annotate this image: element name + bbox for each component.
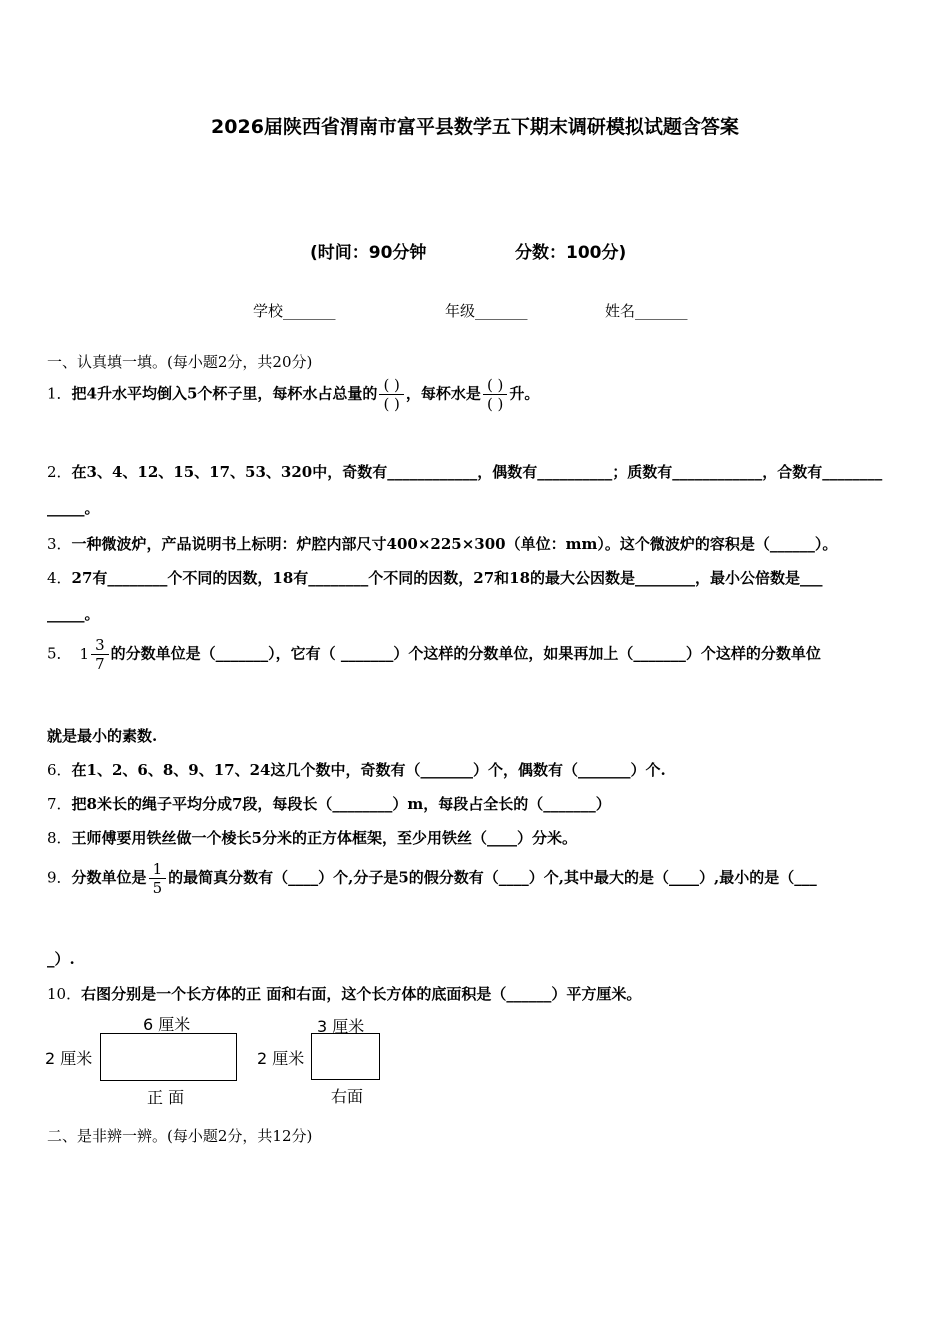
question-text: 分数单位是: [71, 868, 147, 887]
question-number: 5．: [47, 644, 72, 663]
question-3: [47, 533, 837, 554]
question-2-continued: _____。: [47, 499, 100, 517]
fraction-blank: [379, 376, 403, 413]
question-text: 把4升水平均倒入5个杯子里，每杯水占总量的: [71, 384, 378, 403]
right-view-rectangle: [311, 1033, 380, 1080]
question-1: [47, 376, 539, 413]
question-8: [47, 827, 577, 848]
score-label: 分数：100分): [515, 243, 627, 263]
question-text: ，每杯水是: [405, 384, 481, 403]
question-number: 9．: [47, 868, 72, 887]
question-text: 把8米长的绳子平均分成7段，每段长（________）m，每段占全长的（_______）: [71, 795, 611, 813]
question-number: 7．: [47, 795, 72, 813]
question-text: 一种微波炉，产品说明书上标明：炉腔内部尺寸400×225×300（单位：mm）。这个微波炉的容积是（______）。: [71, 535, 838, 553]
fraction-numerator: 3: [91, 636, 109, 655]
mixed-number-whole: 1: [79, 644, 90, 663]
question-7: [47, 793, 611, 814]
question-4-continued: _____。: [47, 605, 100, 623]
question-number: 10．: [47, 985, 82, 1003]
right-height-label: 2 厘米: [257, 1049, 305, 1068]
question-text: 的最简真分数有（____）个,分子是5的假分数有（____）个,其中最大的是（____）,最小的是（___: [168, 868, 817, 887]
question-number: 3．: [47, 535, 72, 553]
grade-field: 年级_______: [445, 302, 528, 320]
fraction-numerator: ( ): [379, 376, 403, 395]
front-width-label: 6 厘米: [143, 1015, 191, 1034]
front-view-caption: 正 面: [147, 1088, 185, 1107]
question-2: [47, 461, 882, 482]
question-text: 右图分别是一个长方体的正 面和右面，这个长方体的底面积是（______）平方厘米。: [81, 985, 642, 1003]
fraction-numerator: 1: [149, 860, 167, 879]
question-number: 4．: [47, 569, 72, 587]
school-field: 学校_______: [253, 302, 336, 320]
question-5-continued: 就是最小的素数.: [47, 727, 158, 745]
right-view-caption: 右面: [331, 1087, 364, 1106]
fraction-denominator: 7: [95, 655, 105, 673]
section-1-heading: 一、认真填一填。(每小题2分，共20分): [47, 353, 313, 371]
question-text: 在1、2、6、8、9、17、24这几个数中，奇数有（_______）个，偶数有（_______）个.: [71, 761, 666, 779]
fraction-denominator: ( ): [486, 395, 504, 413]
fraction-denominator: ( ): [383, 395, 400, 413]
question-number: 8．: [47, 829, 72, 847]
fraction-numerator: ( ): [483, 376, 507, 395]
mixed-number-fraction: [91, 636, 109, 673]
question-text: 王师傅要用铁丝做一个棱长5分米的正方体框架，至少用铁丝（____）分米。: [71, 829, 577, 847]
page-title: 2026届陕西省渭南市富平县数学五下期末调研模拟试题含答案: [211, 116, 739, 138]
question-text: 在3、4、12、15、17、53、320中，奇数有____________，偶数有__________；质数有____________，合数有________: [71, 463, 883, 481]
section-2-heading: 二、是非辨一辨。(每小题2分，共12分): [47, 1127, 313, 1145]
question-text: 升。: [509, 384, 540, 403]
question-number: 2．: [47, 463, 72, 481]
front-height-label: 2 厘米: [45, 1049, 93, 1068]
question-text: 27有________个不同的因数，18有________个不同的因数，27和18的最大公因数是________，最小公倍数是___: [71, 569, 823, 587]
question-6: [47, 759, 666, 780]
front-view-rectangle: [100, 1033, 237, 1081]
fraction-denominator: 5: [152, 879, 163, 897]
question-number: 1．: [47, 384, 72, 403]
question-9: [47, 860, 817, 897]
question-10: [47, 983, 641, 1004]
unit-fraction: [149, 860, 167, 897]
right-width-label: 3 厘米: [317, 1017, 365, 1036]
question-4: [47, 567, 823, 588]
time-label: (时间：90分钟: [310, 243, 427, 263]
question-5: [47, 636, 821, 673]
question-number: 6．: [47, 761, 72, 779]
question-9-continued: _）.: [47, 950, 75, 968]
name-field: 姓名_______: [605, 302, 688, 320]
question-text: 的分数单位是（_______），它有（ _______）个这样的分数单位，如果再加上（_______）个这样的分数单位: [110, 644, 821, 663]
fraction-blank: [483, 376, 507, 413]
